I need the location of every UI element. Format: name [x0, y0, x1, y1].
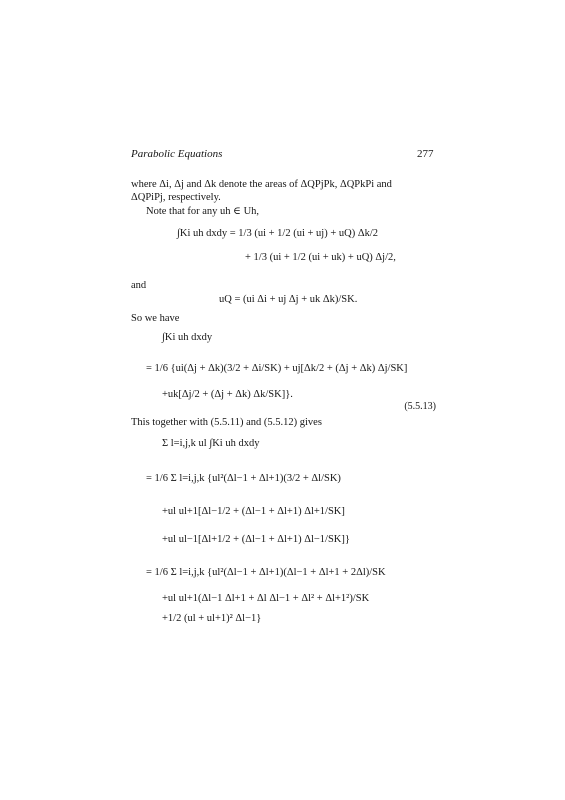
equation-line: = 1/6 Σ l=i,j,k {ul²(Δl−1 + Δl+1)(Δl−1 + Δl+1 + 2Δl)/SK — [146, 567, 386, 578]
running-header-title: Parabolic Equations — [131, 148, 223, 160]
equation-line: ∫Ki uh dxdy — [162, 332, 213, 343]
page-number: 277 — [417, 148, 434, 160]
paragraph-line: and — [131, 280, 147, 291]
equation-line: uQ = (ui Δi + uj Δj + uk Δk)/SK. — [219, 294, 358, 305]
equation-line: ∫Ki uh dxdy = 1/3 (ui + 1/2 (ui + uj) + uQ) Δk/2 — [177, 228, 379, 239]
equation-line: +ul ul+1(Δl−1 Δl+1 + Δl Δl−1 + Δl² + Δl+1²)/SK — [162, 593, 370, 604]
paragraph-line: This together with (5.5.11) and (5.5.12) gives — [131, 417, 322, 428]
equation-line: +ul ul+1[Δl−1/2 + (Δl−1 + Δl+1) Δl+1/SK] — [162, 506, 345, 517]
paragraph-line: So we have — [131, 313, 180, 324]
equation-line: + 1/3 (ui + 1/2 (ui + uk) + uQ) Δj/2, — [245, 252, 396, 263]
equation-number: (5.5.13) — [404, 401, 436, 412]
equation-line: +ul ul−1[Δl+1/2 + (Δl−1 + Δl+1) Δl−1/SK]} — [162, 534, 350, 545]
equation-line: Σ l=i,j,k ul ∫Ki uh dxdy — [162, 438, 260, 449]
equation-line: = 1/6 {ui(Δj + Δk)(3/2 + Δi/SK) + uj[Δk/2 + (Δj + Δk) Δj/SK] — [146, 363, 408, 374]
paragraph-line: where Δi, Δj and Δk denote the areas of ΔQPjPk, ΔQPkPi and — [131, 179, 392, 190]
paragraph-line: Note that for any uh ∈ Uh, — [146, 206, 260, 217]
equation-line: = 1/6 Σ l=i,j,k {ul²(Δl−1 + Δl+1)(3/2 + Δl/SK) — [146, 473, 341, 484]
equation-line: +1/2 (ul + ul+1)² Δl−1} — [162, 613, 262, 624]
equation-line: +uk[Δj/2 + (Δj + Δk) Δk/SK]}. — [162, 389, 293, 400]
paragraph-line: ΔQPiPj, respectively. — [131, 192, 221, 203]
